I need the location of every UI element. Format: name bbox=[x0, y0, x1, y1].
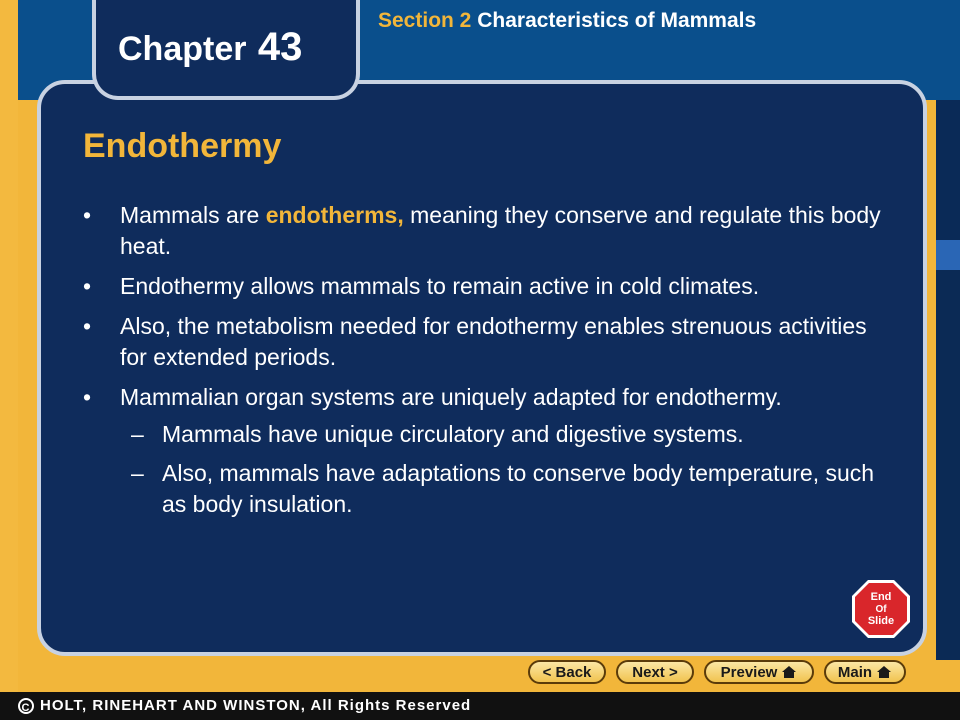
bullet-item bbox=[83, 271, 883, 302]
bullet-dot: • bbox=[83, 313, 92, 339]
bullet-text: meaning they conserve and regulate this body heat. bbox=[120, 202, 881, 259]
end-line1: End bbox=[870, 591, 892, 603]
left-gold-strip bbox=[0, 0, 18, 720]
chapter-title bbox=[118, 27, 302, 69]
copyright-text: HOLT, RINEHART AND WINSTON, All Rights Reserved bbox=[40, 697, 472, 714]
bullet-text: Mammalian organ systems are uniquely adapted for endothermy. bbox=[120, 384, 782, 410]
slide-heading: Endothermy bbox=[83, 127, 282, 165]
bullet-text: Also, the metabolism needed for endothermy enables strenuous activities for extended periods. bbox=[120, 313, 867, 370]
highlight-term: endotherms, bbox=[265, 202, 404, 228]
back-label: < Back bbox=[542, 663, 592, 681]
bullet-text: Mammals are bbox=[120, 202, 266, 228]
sub-bullet-text: Also, mammals have adaptations to conserve body temperature, such as body insulation. bbox=[162, 460, 875, 517]
end-of-slide-stop-icon[interactable] bbox=[850, 578, 912, 640]
home-icon bbox=[781, 665, 797, 679]
bullet-dot: • bbox=[83, 273, 92, 299]
right-edge-dark bbox=[936, 100, 960, 240]
next-button[interactable] bbox=[616, 660, 694, 684]
chapter-number: 43 bbox=[257, 25, 303, 69]
preview-label: Preview bbox=[720, 663, 778, 681]
sub-bullet-item bbox=[83, 458, 883, 520]
section-title bbox=[378, 8, 798, 34]
main-button[interactable] bbox=[824, 660, 906, 684]
bullet-item bbox=[83, 311, 883, 373]
back-button[interactable] bbox=[528, 660, 606, 684]
section-label: Section 2 bbox=[378, 9, 472, 32]
bullet-item bbox=[83, 200, 883, 262]
chapter-word: Chapter bbox=[118, 30, 247, 68]
next-label: Next > bbox=[632, 663, 678, 681]
section-name: Characteristics of Mammals bbox=[477, 9, 757, 32]
sub-bullet-item bbox=[83, 419, 883, 450]
sub-bullet-dash: – bbox=[131, 460, 144, 486]
bullet-dot: • bbox=[83, 202, 92, 228]
sub-bullet-text: Mammals have unique circulatory and digestive systems. bbox=[162, 421, 744, 447]
copyright-symbol: C bbox=[18, 698, 34, 714]
bullet-list bbox=[83, 200, 883, 528]
sub-bullet-dash: – bbox=[131, 421, 144, 447]
bullet-text: Endothermy allows mammals to remain active in cold climates. bbox=[120, 273, 760, 299]
home-icon bbox=[876, 665, 892, 679]
main-label: Main bbox=[837, 663, 873, 681]
right-edge-panel bbox=[936, 270, 960, 660]
preview-button[interactable] bbox=[704, 660, 814, 684]
copyright-footer bbox=[0, 692, 960, 720]
bullet-item bbox=[83, 382, 883, 413]
end-line3: Slide bbox=[867, 615, 895, 627]
end-line2: Of bbox=[875, 604, 887, 615]
bullet-dot: • bbox=[83, 384, 92, 410]
right-edge-stripe bbox=[936, 240, 960, 270]
